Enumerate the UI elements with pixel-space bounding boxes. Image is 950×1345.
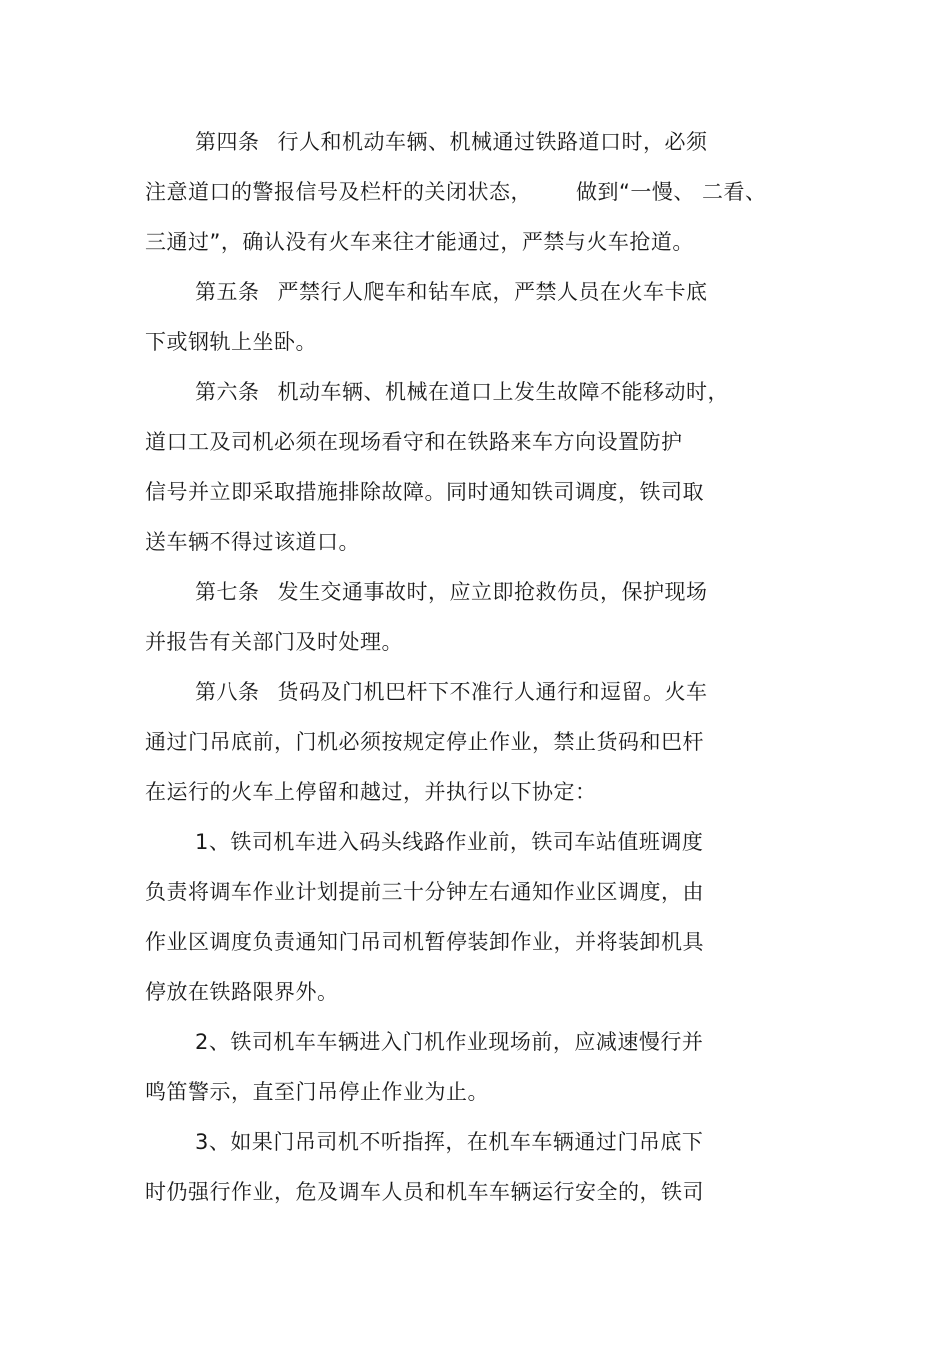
article-6-line-1 — [195, 378, 729, 406]
article-7-heading: 第七条 — [195, 580, 260, 604]
item-1-line-4 — [145, 978, 339, 1006]
article-4-text-3: 三通过”，确认没有火车来往才能通过，严禁与火车抢道。 — [145, 230, 694, 254]
item-3-text-2: 时仍强行作业，危及调车人员和机车车辆运行安全的，铁司 — [145, 1180, 704, 1204]
item-2-text-1: 2、铁司机车车辆进入门机作业现场前，应减速慢行并 — [195, 1030, 704, 1054]
item-2-text-2: 鸣笛警示，直至门吊停止作业为止。 — [145, 1080, 489, 1104]
article-4-heading: 第四条 — [195, 130, 260, 154]
article-5-text-1: 严禁行人爬车和钻车底，严禁人员在火车卡底 — [277, 280, 708, 304]
article-7-text-1: 发生交通事故时，应立即抢救伤员，保护现场 — [277, 580, 708, 604]
item-1-text-1: 1、铁司机车进入码头线路作业前，铁司车站值班调度 — [195, 830, 704, 854]
article-8-heading: 第八条 — [195, 680, 260, 704]
article-5-heading: 第五条 — [195, 280, 260, 304]
item-1-line-1 — [195, 828, 703, 856]
article-7-line-2 — [145, 628, 403, 656]
article-6-text-1: 机动车辆、机械在道口上发生故障不能移动时， — [277, 380, 729, 404]
article-4-text-1: 行人和机动车辆、机械通过铁路道口时，必须 — [277, 130, 708, 154]
item-3-line-1 — [195, 1128, 703, 1156]
article-8-line-3 — [145, 778, 597, 806]
article-8-text-2: 通过门吊底前，门机必须按规定停止作业，禁止货码和巴杆 — [145, 730, 704, 754]
item-3-line-2 — [145, 1178, 704, 1206]
item-1-text-3: 作业区调度负责通知门吊司机暂停装卸作业，并将装卸机具 — [145, 930, 704, 954]
article-7-text-2: 并报告有关部门及时处理。 — [145, 630, 403, 654]
article-5-line-2 — [145, 328, 317, 356]
article-8-text-1: 货码及门机巴杆下不准行人通行和逗留。火车 — [277, 680, 708, 704]
item-1-line-2 — [145, 878, 704, 906]
article-6-text-4: 送车辆不得过该道口。 — [145, 530, 360, 554]
article-8-line-1 — [195, 678, 708, 706]
item-1-line-3 — [145, 928, 704, 956]
article-8-text-3: 在运行的火车上停留和越过，并执行以下协定： — [145, 780, 597, 804]
article-6-text-3: 信号并立即采取措施排除故障。同时通知铁司调度，铁司取 — [145, 480, 704, 504]
item-1-text-4: 停放在铁路限界外。 — [145, 980, 339, 1004]
article-6-line-4 — [145, 528, 360, 556]
article-5-text-2: 下或钢轨上坐卧。 — [145, 330, 317, 354]
article-4-text-2b: 做到“一慢、 二看、 — [576, 180, 767, 204]
article-6-line-3 — [145, 478, 704, 506]
item-1-text-2: 负责将调车作业计划提前三十分钟左右通知作业区调度，由 — [145, 880, 704, 904]
article-7-line-1 — [195, 578, 708, 606]
item-3-text-1: 3、如果门吊司机不听指挥，在机车车辆通过门吊底下 — [195, 1130, 704, 1154]
article-4-line-1 — [195, 128, 708, 156]
article-4-line-2 — [145, 178, 767, 206]
article-6-heading: 第六条 — [195, 380, 260, 404]
article-4-line-3 — [145, 228, 694, 256]
article-6-line-2 — [145, 428, 683, 456]
item-2-line-2 — [145, 1078, 489, 1106]
article-6-text-2: 道口工及司机必须在现场看守和在铁路来车方向设置防护 — [145, 430, 683, 454]
article-4-text-2a: 注意道口的警报信号及栏杆的关闭状态， — [145, 180, 532, 204]
item-2-line-1 — [195, 1028, 703, 1056]
article-5-line-1 — [195, 278, 708, 306]
article-8-line-2 — [145, 728, 704, 756]
